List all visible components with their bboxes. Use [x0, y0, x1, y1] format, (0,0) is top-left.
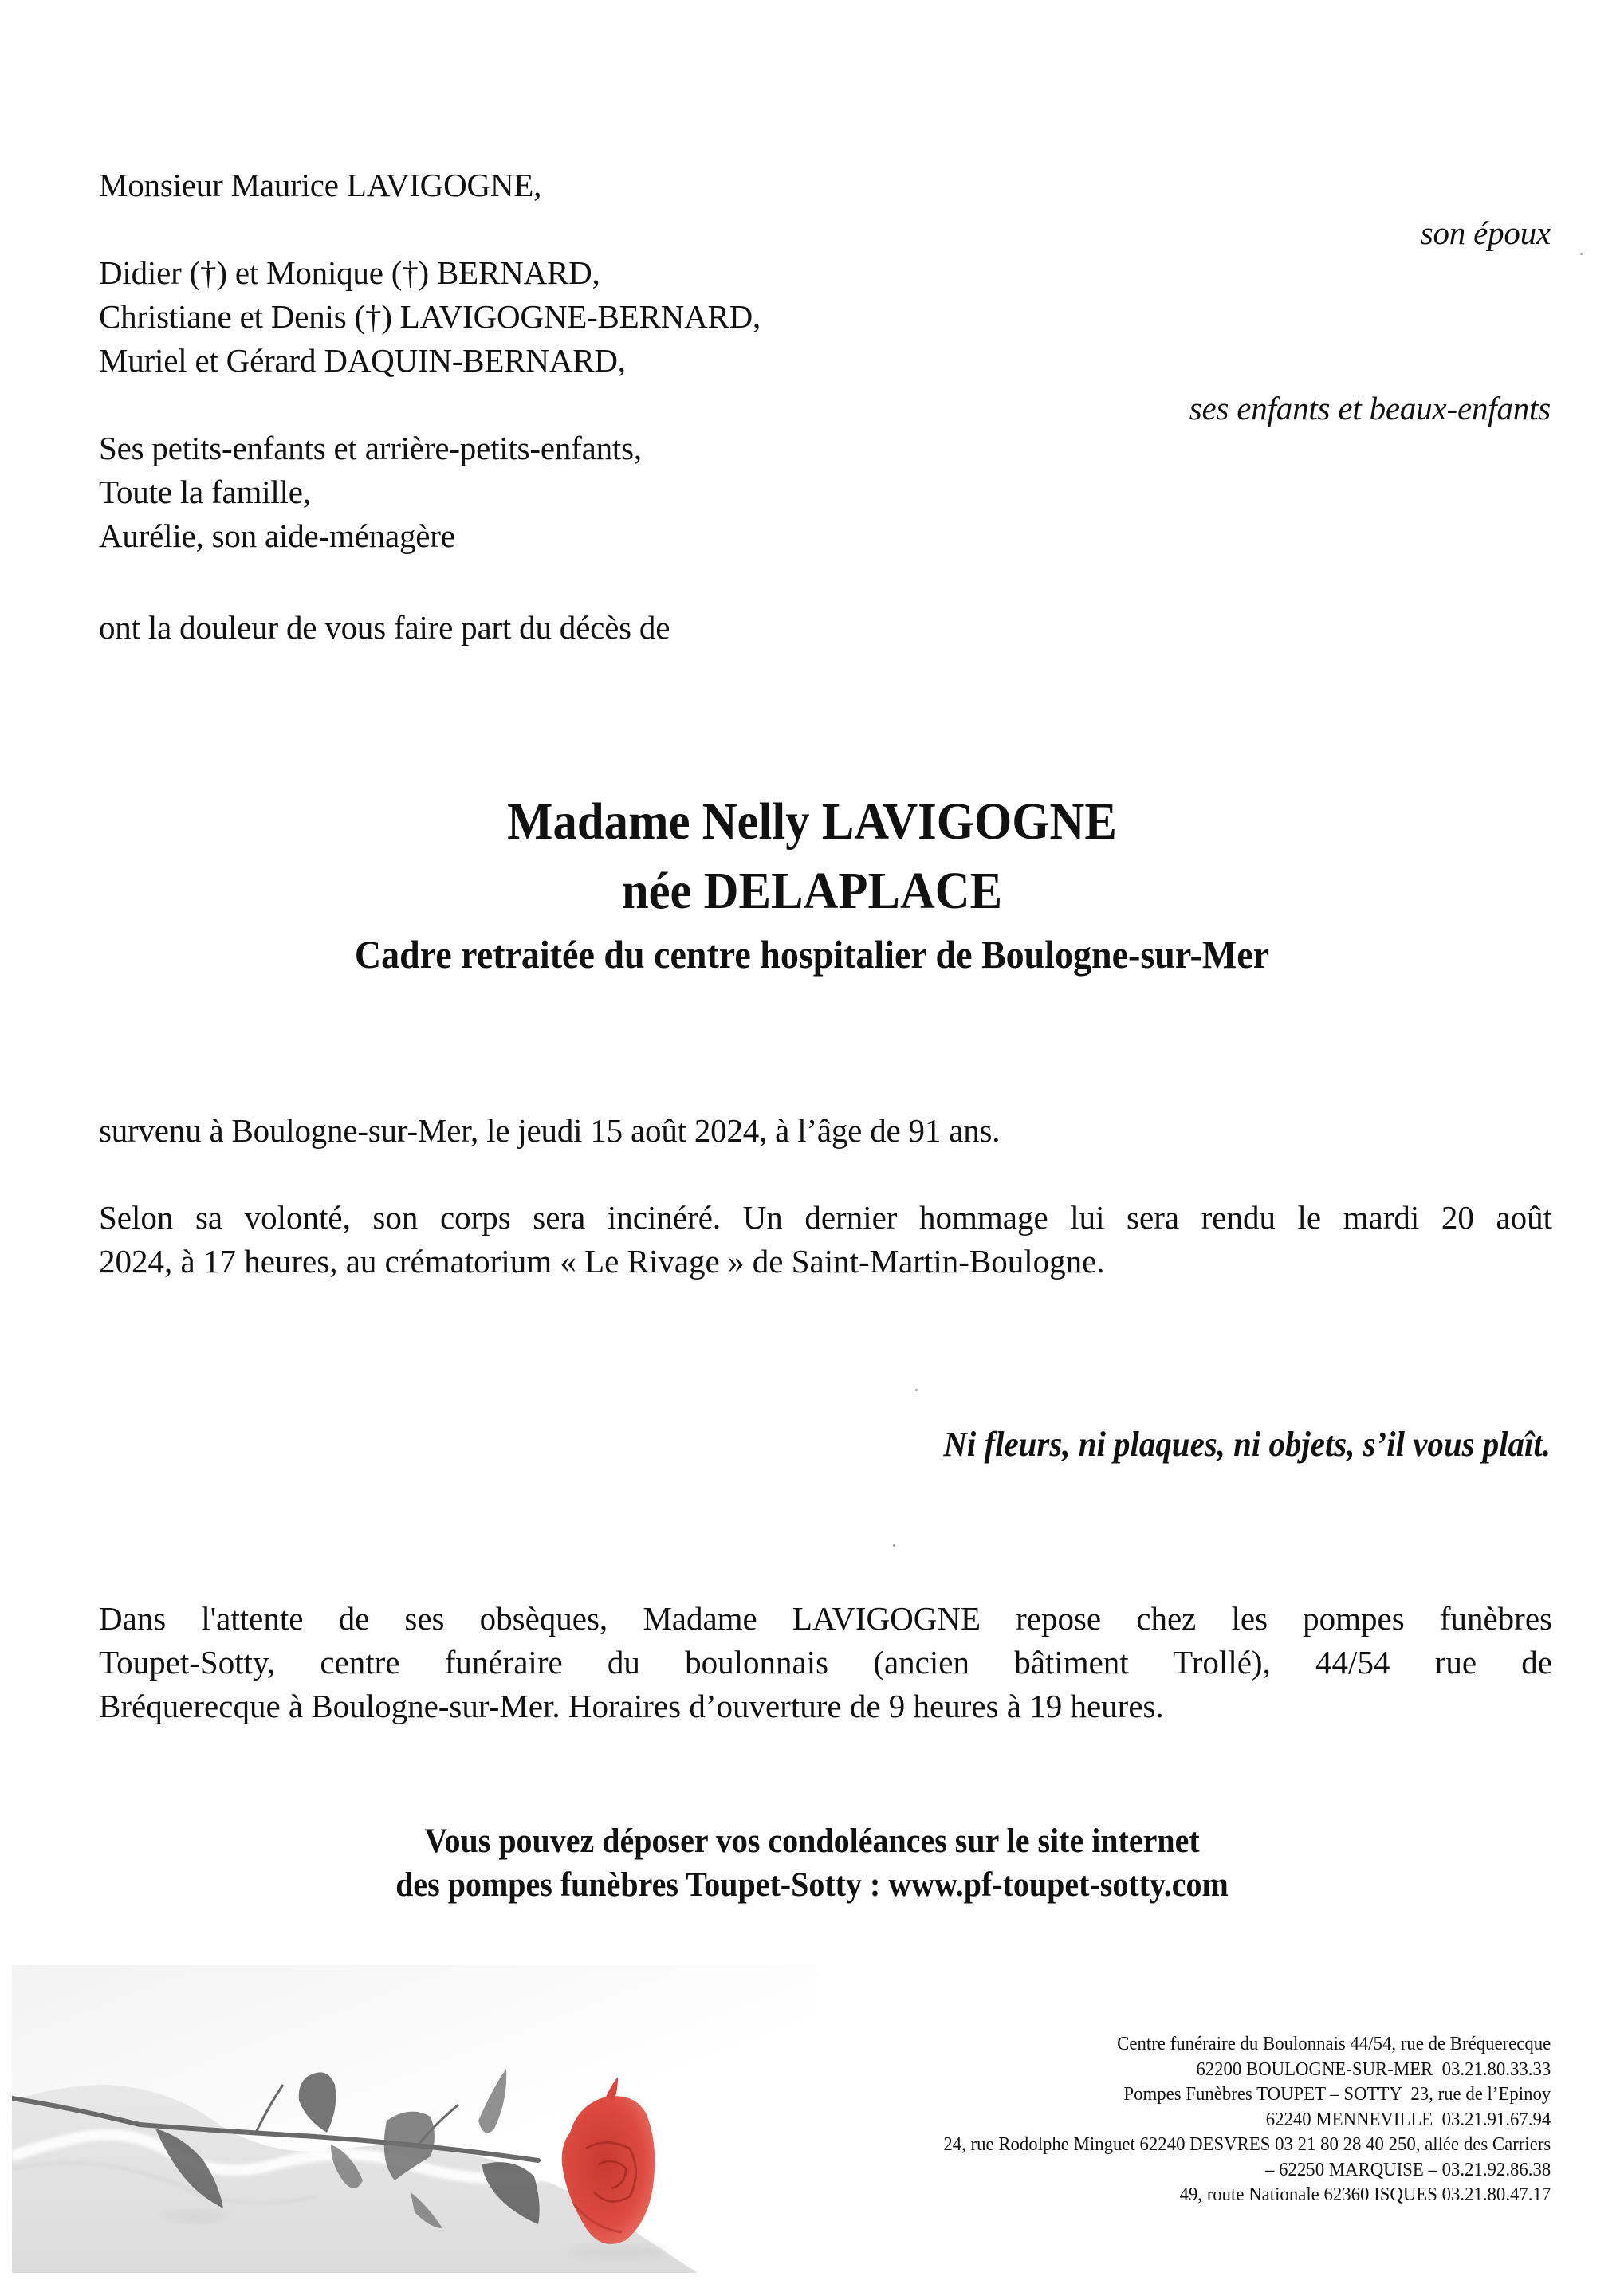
spouse-role: son époux: [1420, 214, 1551, 251]
scan-speck: [915, 1389, 918, 1391]
children-line: Christiane et Denis (†) LAVIGOGNE-BERNARD,: [99, 298, 761, 335]
address-line: Centre funéraire du Boulonnais 44/54, rue de Bréquerecque: [1116, 2033, 1551, 2054]
condolences-website-line: des pompes funèbres Toupet-Sotty : www.pf-toupet-sotty.com: [395, 1866, 1229, 1904]
children-role: ses enfants et beaux-enfants: [1189, 390, 1551, 427]
family-line: Toute la famille,: [99, 474, 311, 510]
children-line: Muriel et Gérard DAQUIN-BERNARD,: [99, 342, 626, 379]
ceremony-line: 2024, à 17 heures, au crématorium « Le Rivage » de Saint-Martin-Boulogne.: [99, 1243, 1105, 1280]
address-line: Pompes Funèbres TOUPET – SOTTY 23, rue de l’Epinoy: [1123, 2083, 1551, 2105]
address-line: 24, rue Rodolphe Minguet 62240 DESVRES 03 21 80 28 40 250, allée des Carriers: [943, 2133, 1551, 2155]
funeral-home-addresses: [943, 2031, 1551, 2208]
spouse-name: Monsieur Maurice LAVIGOGNE,: [99, 167, 542, 203]
deceased-maiden-name: née DELAPLACE: [621, 862, 1003, 920]
rest-place-line: Toupet-Sotty, centre funéraire du boulonnais (ancien bâtiment Trollé), 44/54 rue de: [99, 1644, 1552, 1681]
death-info: survenu à Boulogne-sur-Mer, le jeudi 15 août 2024, à l’âge de 91 ans.: [99, 1112, 1001, 1149]
address-line: 62240 MENNEVILLE 03.21.91.67.94: [1265, 2108, 1551, 2130]
deceased-name: Madame Nelly LAVIGOGNE: [507, 792, 1117, 851]
scan-speck: [893, 1544, 895, 1547]
rest-place-paragraph: [99, 1597, 1552, 1728]
deceased-title: Cadre retraitée du centre hospitalier de Boulogne-sur-Mer: [354, 932, 1270, 977]
address-line: 62200 BOULOGNE-SUR-MER 03.21.80.33.33: [1196, 2058, 1551, 2080]
scan-speck: [1580, 253, 1583, 255]
rose-on-beach-photo: [12, 1965, 817, 2273]
family-line: Aurélie, son aide-ménagère: [99, 517, 455, 554]
announcement-text: ont la douleur de vous faire part du décès de: [99, 609, 670, 646]
children-line: Didier (†) et Monique (†) BERNARD,: [99, 254, 600, 291]
rest-place-line: Bréquerecque à Boulogne-sur-Mer. Horaires d’ouverture de 9 heures à 19 heures.: [99, 1688, 1164, 1724]
rest-place-line: Dans l'attente de ses obsèques, Madame LAVIGOGNE repose chez les pompes funèbres: [99, 1600, 1552, 1637]
ceremony-line: Selon sa volonté, son corps sera incinéré. Un dernier hommage lui sera rendu le mardi 20 août: [99, 1199, 1552, 1236]
address-line: – 62250 MARQUISE – 03.21.92.86.38: [1264, 2158, 1551, 2180]
no-flowers-note: Ni fleurs, ni plaques, ni objets, s’il vous plaît.: [943, 1425, 1551, 1464]
address-line: 49, route Nationale 62360 ISQUES 03.21.80.47.17: [1179, 2184, 1551, 2205]
ceremony-paragraph: [99, 1196, 1552, 1284]
condolences-line: Vous pouvez déposer vos condoléances sur le site internet: [424, 1822, 1200, 1860]
family-line: Ses petits-enfants et arrière-petits-enfants,: [99, 430, 642, 466]
